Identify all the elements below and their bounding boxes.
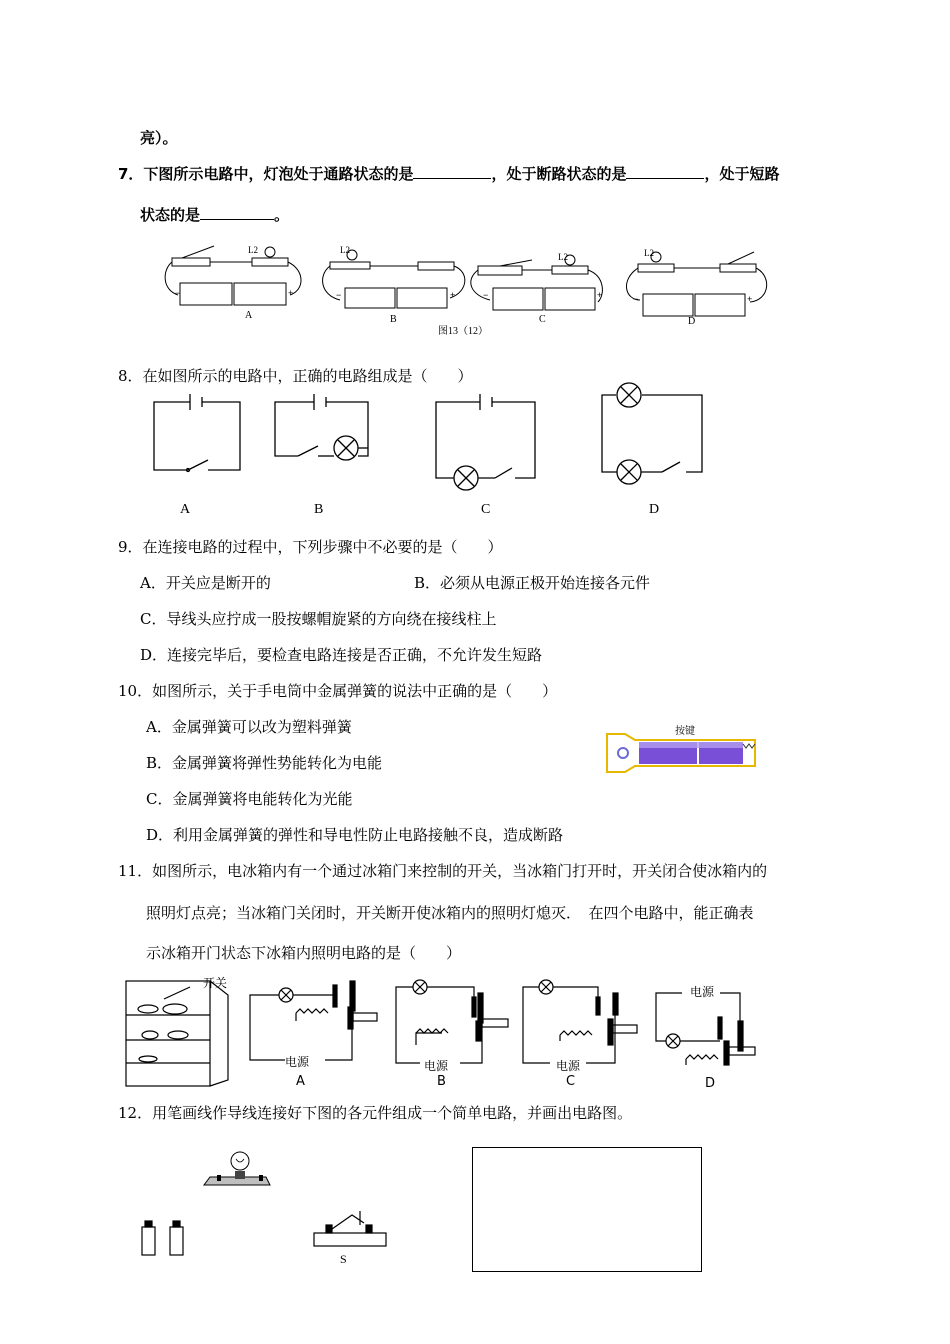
q11-circuit-d	[656, 993, 755, 1065]
switch-icon	[314, 1211, 386, 1246]
q7-line1	[118, 164, 779, 184]
q11-source-label-b: 电源	[424, 1059, 449, 1073]
q8-circuit-b	[275, 394, 368, 460]
svg-text:−: −	[175, 288, 181, 298]
flashlight-button-label: 按键	[675, 726, 695, 737]
fridge-icon	[126, 981, 228, 1086]
q9-option-d: D．连接完毕后，要检查电路连接是否正确，不允许发生短路	[140, 646, 543, 664]
q11-line2: 照明灯点亮；当冰箱门关闭时，开关断开使冰箱内的照明灯熄灭． 在四个电路中，能正确表	[146, 904, 754, 922]
bulb-on-base-icon	[204, 1152, 270, 1185]
q8-circuit-d	[602, 383, 702, 484]
q12-components	[130, 1145, 410, 1275]
q7-line1-b: ，处于断路状态的是	[491, 165, 627, 183]
q7-line1-c: ，处于短路	[704, 165, 780, 183]
circuit-drawing-box[interactable]	[472, 1147, 702, 1272]
q8-circuit-figure	[150, 390, 710, 490]
q9-option-c: C．导线头应拧成一股按螺帽旋紧的方向绕在接线柱上	[140, 610, 497, 628]
q7-line2-text: 状态的是	[140, 206, 201, 224]
q7-circuit-a	[165, 246, 301, 305]
q9-option-b: B．必须从电源正极开始连接各元件	[414, 574, 651, 592]
battery-icon	[142, 1221, 183, 1255]
q7-fig-label-c: C	[539, 314, 546, 325]
q10-option-d: D．利用金属弹簧的弹性和导电性防止电路接触不良，造成断路	[146, 826, 564, 844]
q12-stem: 12．用笔画线作导线连接好下图的各元件组成一个简单电路，并画出电路图。	[118, 1104, 633, 1122]
q6-tail: 亮）。	[140, 129, 178, 147]
q11-circuit-a	[250, 981, 377, 1060]
q7-fig-label-d: D	[688, 316, 696, 327]
svg-text:−: −	[483, 290, 489, 300]
q7-fig-caption: 图13（12）	[438, 326, 488, 337]
q7-lamp-label-c: L2	[558, 252, 568, 262]
q7-blank-2[interactable]	[626, 164, 704, 179]
q7-fig-label-a: A	[245, 310, 253, 321]
q8-label-b: B	[314, 502, 324, 517]
q10-stem: 10．如图所示，关于手电筒中金属弹簧的说法中正确的是（ ）	[118, 682, 558, 700]
q7-circuit-d	[626, 252, 766, 316]
q7-circuit-c	[471, 255, 603, 310]
q7-blank-1[interactable]	[413, 164, 491, 179]
q7-line2	[140, 205, 289, 225]
q7-circuit-b	[323, 250, 465, 308]
q10-option-b: B．金属弹簧将弹性势能转化为电能	[146, 754, 383, 772]
q12-switch-label: S	[340, 1252, 347, 1266]
q8-circuit-c	[436, 394, 535, 490]
q7-line1-a: 7．下图所示电路中，灯泡处于通路状态的是	[118, 165, 414, 183]
q11-line1: 11．如图所示，电冰箱内有一个通过冰箱门来控制的开关，当冰箱门打开时，开关闭合使冰箱内的	[118, 862, 768, 880]
q11-label-b: B	[437, 1074, 446, 1089]
svg-text:−: −	[336, 290, 342, 300]
q10-option-a: A．金属弹簧可以改为塑料弹簧	[146, 718, 352, 736]
q7-lamp-label-a: L2	[248, 245, 258, 255]
q10-option-c: C．金属弹簧将电能转化为光能	[146, 790, 353, 808]
q8-stem: 8．在如图所示的电路中，正确的电路组成是（ ）	[118, 367, 473, 385]
q11-source-label-c: 电源	[556, 1059, 581, 1073]
q9-option-a: A．开关应是断开的	[140, 574, 271, 592]
svg-text:+: +	[450, 290, 456, 300]
q11-line3: 示冰箱开门状态下冰箱内照明电路的是（ ）	[146, 944, 462, 962]
q11-label-d: D	[705, 1076, 716, 1091]
q11-circuit-c	[523, 980, 637, 1063]
q7-lamp-label-b: L2	[340, 245, 350, 255]
q11-label-a: A	[296, 1074, 305, 1089]
q11-circuit-b	[396, 980, 508, 1063]
q8-label-d: D	[649, 502, 660, 517]
q8-label-c: C	[481, 502, 491, 517]
q11-source-label-d: 电源	[690, 985, 715, 999]
q7-line2-end: 。	[274, 206, 290, 224]
q8-circuit-a	[154, 394, 240, 472]
q7-lamp-label-d: L2	[644, 248, 654, 258]
q7-blank-3[interactable]	[200, 205, 274, 220]
svg-text:+: +	[288, 288, 294, 298]
q7-fig-label-b: B	[390, 314, 397, 325]
svg-text:+: +	[597, 290, 603, 300]
q8-label-a: A	[180, 502, 191, 517]
svg-text:−: −	[633, 294, 639, 304]
q11-source-label-a: 电源	[285, 1055, 310, 1069]
svg-text:+: +	[747, 294, 753, 304]
q9-stem: 9．在连接电路的过程中，下列步骤中不必要的是（ ）	[118, 538, 503, 556]
fridge-switch-label: 开关	[203, 976, 228, 990]
q11-label-c: C	[566, 1074, 576, 1089]
